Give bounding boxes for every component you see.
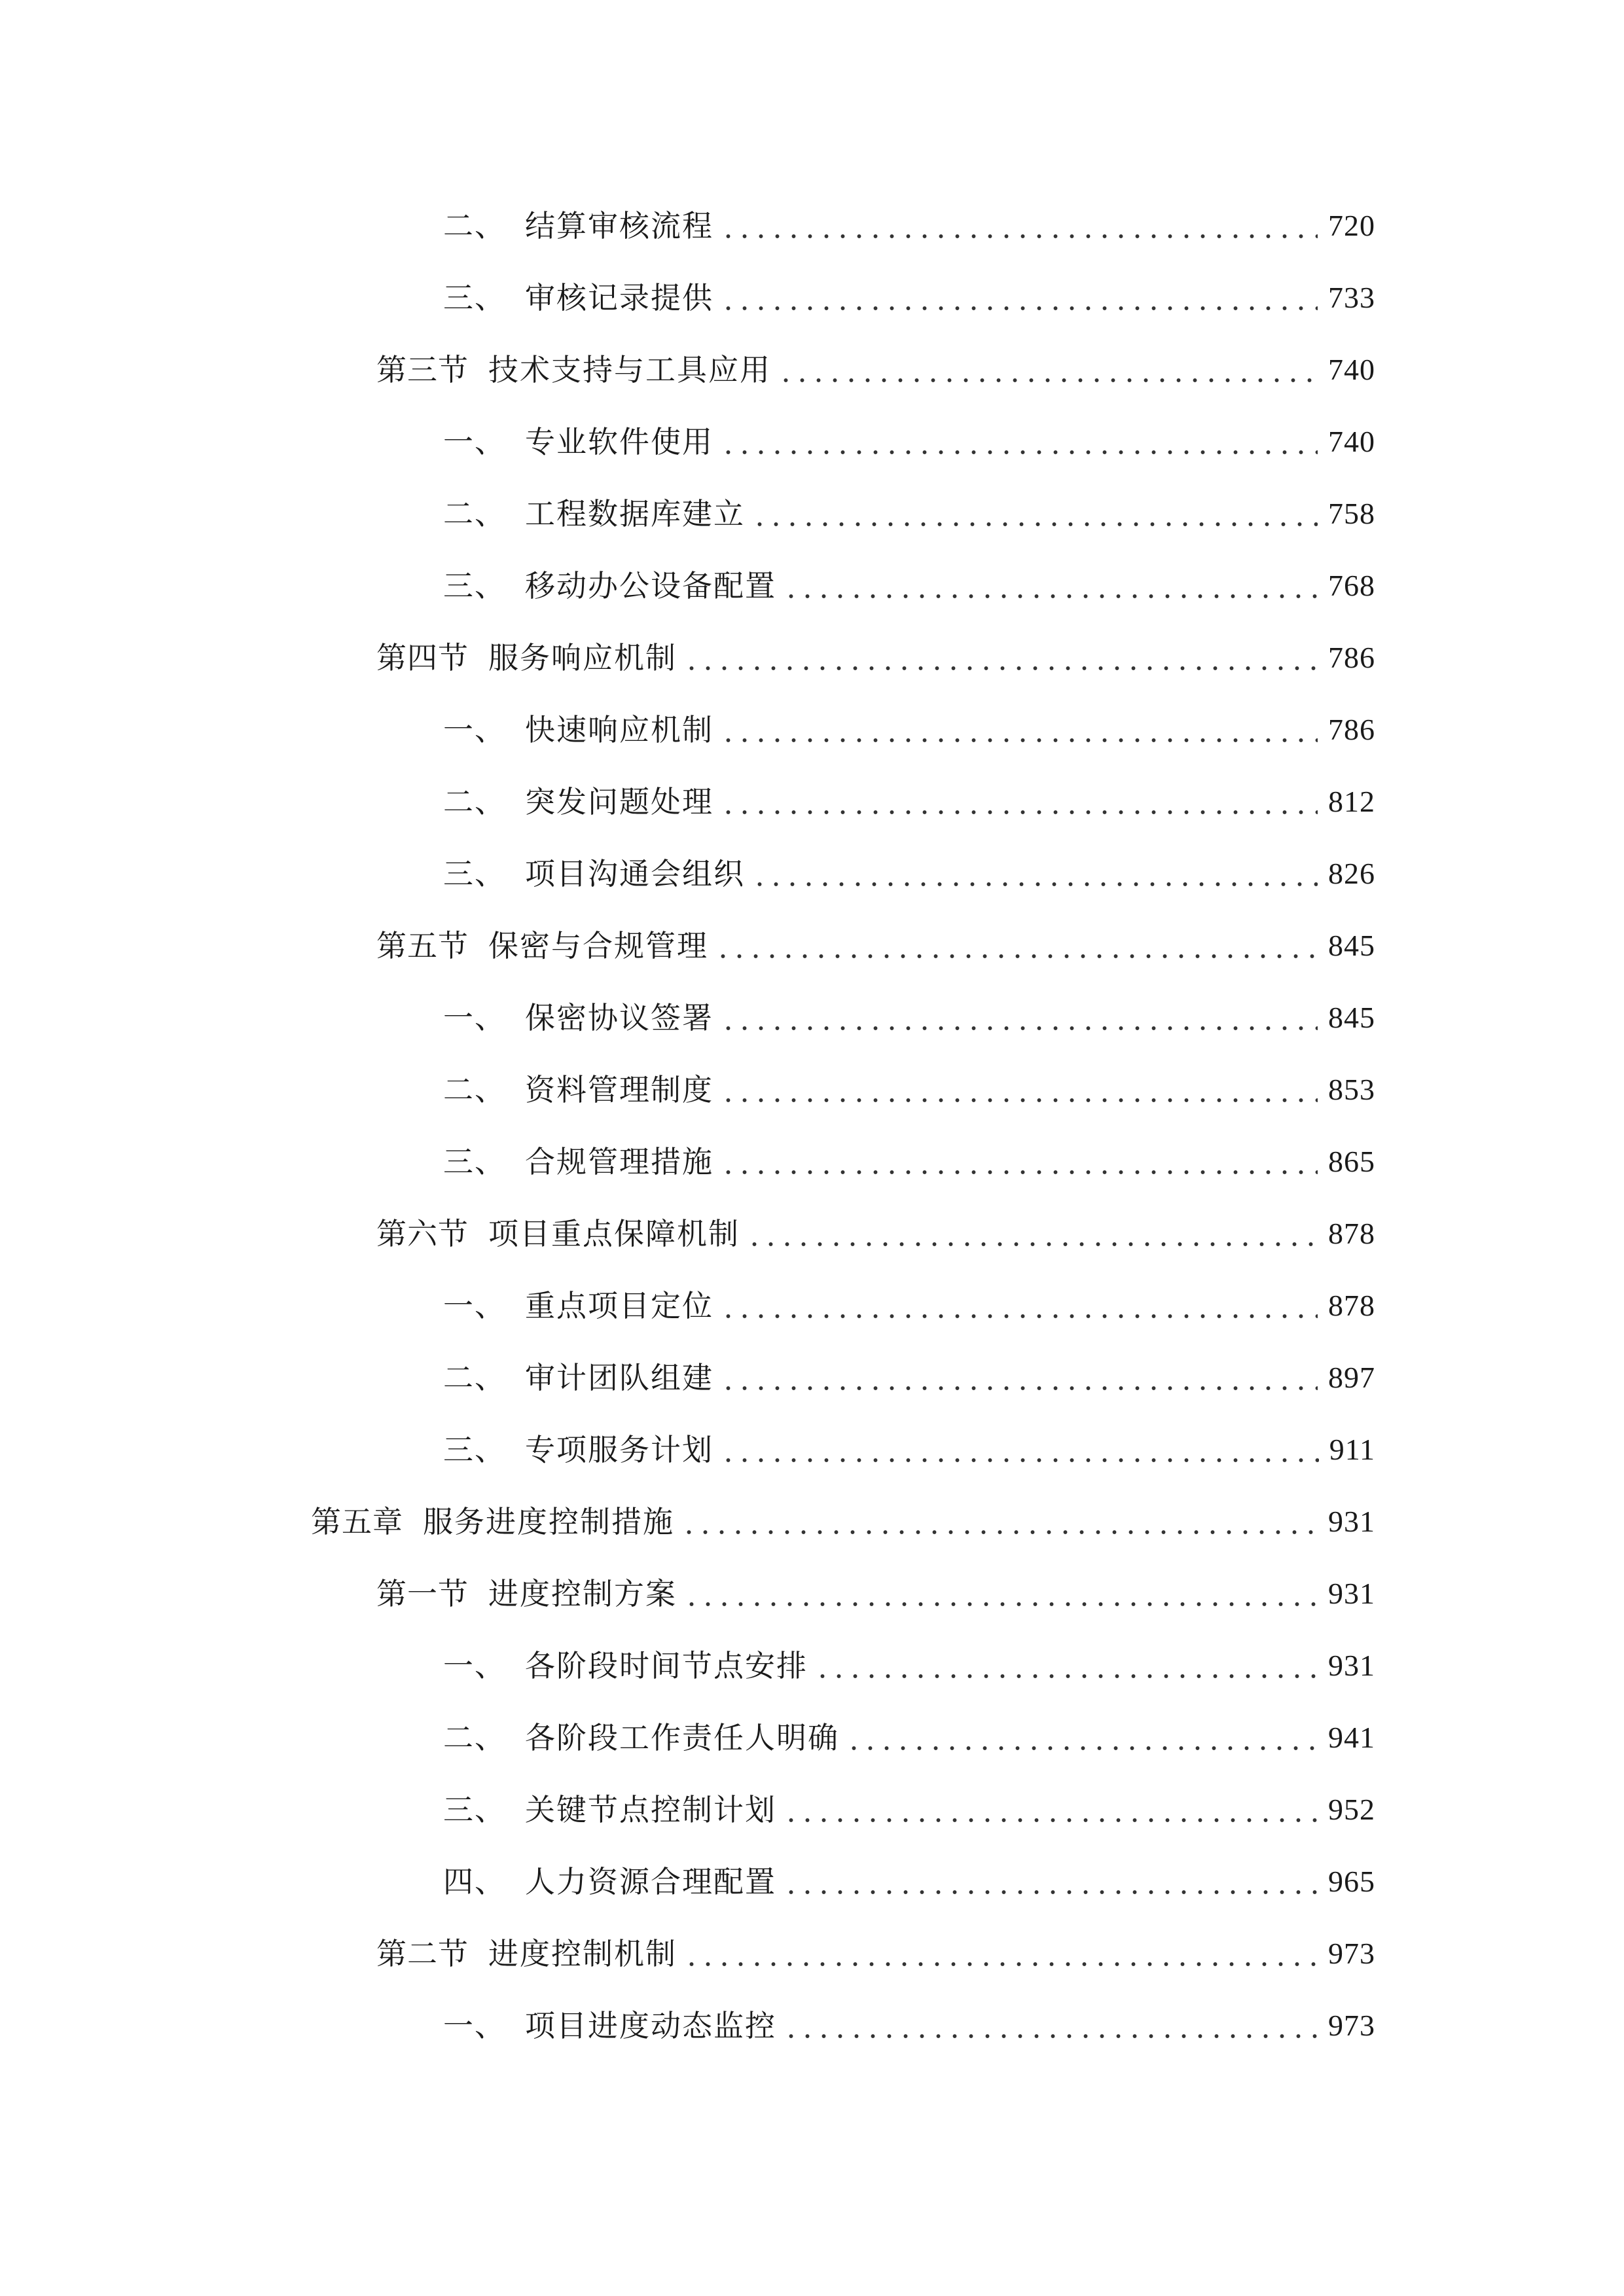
toc-item-row[interactable] (0, 1054, 1624, 1126)
toc-entry-title: 技术支持与工具应用 (488, 352, 771, 387)
dot-leader (720, 278, 1318, 317)
toc-page-number: 768 (1328, 569, 1375, 602)
toc-page-number: 941 (1328, 1721, 1375, 1754)
dot-leader (720, 1142, 1318, 1181)
toc-entry-title: 项目重点保障机制 (488, 1216, 740, 1251)
toc-entry-title: 专项服务计划 (525, 1432, 713, 1467)
toc-entry[interactable] (443, 1430, 1375, 1469)
toc-entry-title: 重点项目定位 (525, 1288, 713, 1323)
toc-entry-title: 各阶段工作责任人明确 (525, 1720, 839, 1755)
toc-page-number: 740 (1328, 353, 1375, 386)
toc-entry-number: 三、 (443, 1432, 506, 1467)
toc-entry[interactable] (443, 1070, 1375, 1109)
toc-page-number: 812 (1328, 785, 1375, 818)
toc-item-row[interactable] (0, 1414, 1624, 1486)
toc-item-row[interactable] (0, 262, 1624, 334)
toc-entry-number: 二、 (443, 1072, 506, 1107)
toc-entry-title: 项目沟通会组织 (525, 856, 745, 891)
dot-leader (814, 1646, 1318, 1685)
dot-leader (681, 1502, 1318, 1541)
toc-item-row[interactable] (0, 838, 1624, 910)
toc-section-row[interactable] (0, 1918, 1624, 1990)
dot-leader (715, 926, 1318, 965)
toc-entry-number: 一、 (443, 712, 506, 747)
dot-leader (683, 1574, 1318, 1613)
toc-page-number: 931 (1328, 1649, 1375, 1682)
toc-page-number: 733 (1328, 281, 1375, 314)
toc-entry-number: 二、 (443, 496, 506, 531)
toc-entry-title: 资料管理制度 (525, 1072, 713, 1107)
toc-entry[interactable] (443, 2006, 1375, 2045)
toc-entry-number: 一、 (443, 2008, 506, 2043)
dot-leader (751, 494, 1318, 533)
toc-item-row[interactable] (0, 766, 1624, 838)
dot-leader (783, 566, 1318, 605)
toc-section-row[interactable] (0, 334, 1624, 406)
toc-entry-title: 工程数据库建立 (525, 496, 745, 531)
toc-entry-number: 第五章 (311, 1504, 403, 1539)
dot-leader (720, 782, 1318, 821)
dot-leader (783, 1790, 1318, 1829)
toc-page-number: 758 (1328, 497, 1375, 530)
toc-section-row[interactable] (0, 1198, 1624, 1270)
toc-page-number: 826 (1328, 857, 1375, 890)
toc-page-number: 865 (1328, 1145, 1375, 1178)
dot-leader (783, 1862, 1318, 1901)
toc-page-number: 720 (1328, 209, 1375, 242)
toc-entry-number: 三、 (443, 1144, 506, 1179)
toc-item-row[interactable] (0, 1702, 1624, 1774)
dot-leader (746, 1214, 1318, 1253)
toc-entry[interactable] (311, 1502, 1375, 1541)
dot-leader (683, 1934, 1318, 1973)
toc-entry[interactable] (443, 1862, 1375, 1901)
toc-entry-number: 二、 (443, 208, 506, 243)
toc-entry-number: 第六节 (376, 1216, 469, 1251)
toc-entry[interactable] (376, 350, 1375, 389)
dot-leader (720, 206, 1318, 245)
toc-entry[interactable] (443, 1358, 1375, 1397)
toc-entry-number: 第三节 (376, 352, 469, 387)
toc-entry-title: 各阶段时间节点安排 (525, 1648, 808, 1683)
toc-entry[interactable] (443, 1790, 1375, 1829)
toc-page-number: 965 (1328, 1865, 1375, 1898)
toc-page-number: 931 (1328, 1577, 1375, 1610)
toc-page-number: 878 (1328, 1289, 1375, 1322)
dot-leader (720, 998, 1318, 1037)
table-of-contents (0, 190, 1624, 2062)
toc-item-row[interactable] (0, 1630, 1624, 1702)
toc-entry-title: 突发问题处理 (525, 784, 713, 819)
toc-page-number: 845 (1328, 929, 1375, 962)
dot-leader (720, 1286, 1318, 1325)
toc-page-number: 952 (1328, 1793, 1375, 1826)
toc-entry[interactable] (376, 638, 1375, 677)
toc-entry-title: 服务响应机制 (488, 640, 677, 675)
toc-item-row[interactable] (0, 1270, 1624, 1342)
toc-page-number: 878 (1328, 1217, 1375, 1250)
toc-entry[interactable] (443, 1718, 1375, 1757)
toc-entry-number: 一、 (443, 1648, 506, 1683)
dot-leader (783, 2006, 1318, 2045)
toc-entry[interactable] (443, 710, 1375, 749)
toc-section-row[interactable] (0, 910, 1624, 982)
dot-leader (720, 1358, 1318, 1397)
toc-item-row[interactable] (0, 1126, 1624, 1198)
toc-entry-title: 移动办公设备配置 (525, 568, 776, 603)
toc-entry-title: 专业软件使用 (525, 424, 713, 459)
toc-item-row[interactable] (0, 694, 1624, 766)
toc-entry[interactable] (443, 1286, 1375, 1325)
toc-entry[interactable] (443, 494, 1375, 533)
toc-entry-number: 三、 (443, 1792, 506, 1827)
toc-entry-number: 二、 (443, 784, 506, 819)
toc-page-number: 973 (1328, 2009, 1375, 2042)
toc-entry-title: 审计团队组建 (525, 1360, 713, 1395)
toc-entry[interactable] (443, 854, 1375, 893)
toc-entry-number: 第五节 (376, 928, 469, 963)
toc-entry-number: 四、 (443, 1864, 506, 1899)
toc-entry[interactable] (376, 1214, 1375, 1253)
toc-entry-number: 一、 (443, 1288, 506, 1323)
toc-page-number: 911 (1329, 1433, 1375, 1466)
toc-item-row[interactable] (0, 478, 1624, 550)
toc-entry[interactable] (443, 1142, 1375, 1181)
toc-page-number: 853 (1328, 1073, 1375, 1106)
toc-entry-number: 三、 (443, 856, 506, 891)
toc-entry-number: 三、 (443, 568, 506, 603)
toc-entry[interactable] (443, 566, 1375, 605)
toc-entry[interactable] (376, 1574, 1375, 1613)
dot-leader (751, 854, 1318, 893)
toc-entry-title: 结算审核流程 (525, 208, 713, 243)
toc-item-row[interactable] (0, 982, 1624, 1054)
toc-entry-number: 一、 (443, 1000, 506, 1035)
toc-entry[interactable] (443, 422, 1375, 461)
toc-section-row[interactable] (0, 1558, 1624, 1630)
toc-entry-number: 二、 (443, 1360, 506, 1395)
toc-item-row[interactable] (0, 550, 1624, 622)
toc-entry-title: 快速响应机制 (525, 712, 713, 747)
toc-entry-title: 关键节点控制计划 (525, 1792, 776, 1827)
toc-entry-title: 保密与合规管理 (488, 928, 708, 963)
toc-page-number: 931 (1328, 1505, 1375, 1538)
toc-item-row[interactable] (0, 1774, 1624, 1846)
toc-item-row[interactable] (0, 1342, 1624, 1414)
toc-entry-number: 二、 (443, 1720, 506, 1755)
toc-entry-number: 三、 (443, 280, 506, 315)
toc-page-number: 897 (1328, 1361, 1375, 1394)
toc-section-row[interactable] (0, 622, 1624, 694)
toc-entry-title: 人力资源合理配置 (525, 1864, 776, 1899)
toc-entry[interactable] (443, 278, 1375, 317)
toc-entry[interactable] (443, 206, 1375, 245)
dot-leader (846, 1718, 1318, 1757)
dot-leader (720, 710, 1318, 749)
toc-entry[interactable] (376, 1934, 1375, 1973)
toc-entry-number: 第四节 (376, 640, 469, 675)
toc-page-number: 786 (1328, 713, 1375, 746)
toc-entry-title: 项目进度动态监控 (525, 2008, 776, 2043)
toc-entry-title: 合规管理措施 (525, 1144, 713, 1179)
dot-leader (683, 638, 1318, 677)
toc-entry[interactable] (443, 998, 1375, 1037)
toc-item-row[interactable] (0, 1846, 1624, 1918)
toc-entry-number: 第二节 (376, 1936, 469, 1971)
toc-entry[interactable] (443, 782, 1375, 821)
dot-leader (720, 1070, 1318, 1109)
toc-item-row[interactable] (0, 190, 1624, 262)
toc-item-row[interactable] (0, 1990, 1624, 2062)
toc-entry[interactable] (376, 926, 1375, 965)
toc-entry-title: 保密协议签署 (525, 1000, 713, 1035)
toc-entry-title: 进度控制机制 (488, 1936, 677, 1971)
toc-entry-number: 一、 (443, 424, 506, 459)
toc-entry-number: 第一节 (376, 1576, 469, 1611)
toc-page-number: 845 (1328, 1001, 1375, 1034)
dot-leader (720, 1430, 1319, 1469)
dot-leader (720, 422, 1318, 461)
toc-page-number: 973 (1328, 1937, 1375, 1970)
toc-entry[interactable] (443, 1646, 1375, 1685)
toc-page-number: 740 (1328, 425, 1375, 458)
toc-chapter-row[interactable] (0, 1486, 1624, 1558)
toc-page-number: 786 (1328, 641, 1375, 674)
toc-entry-title: 服务进度控制措施 (423, 1504, 674, 1539)
toc-entry-title: 审核记录提供 (525, 280, 713, 315)
toc-item-row[interactable] (0, 406, 1624, 478)
dot-leader (778, 350, 1318, 389)
toc-entry-title: 进度控制方案 (488, 1576, 677, 1611)
